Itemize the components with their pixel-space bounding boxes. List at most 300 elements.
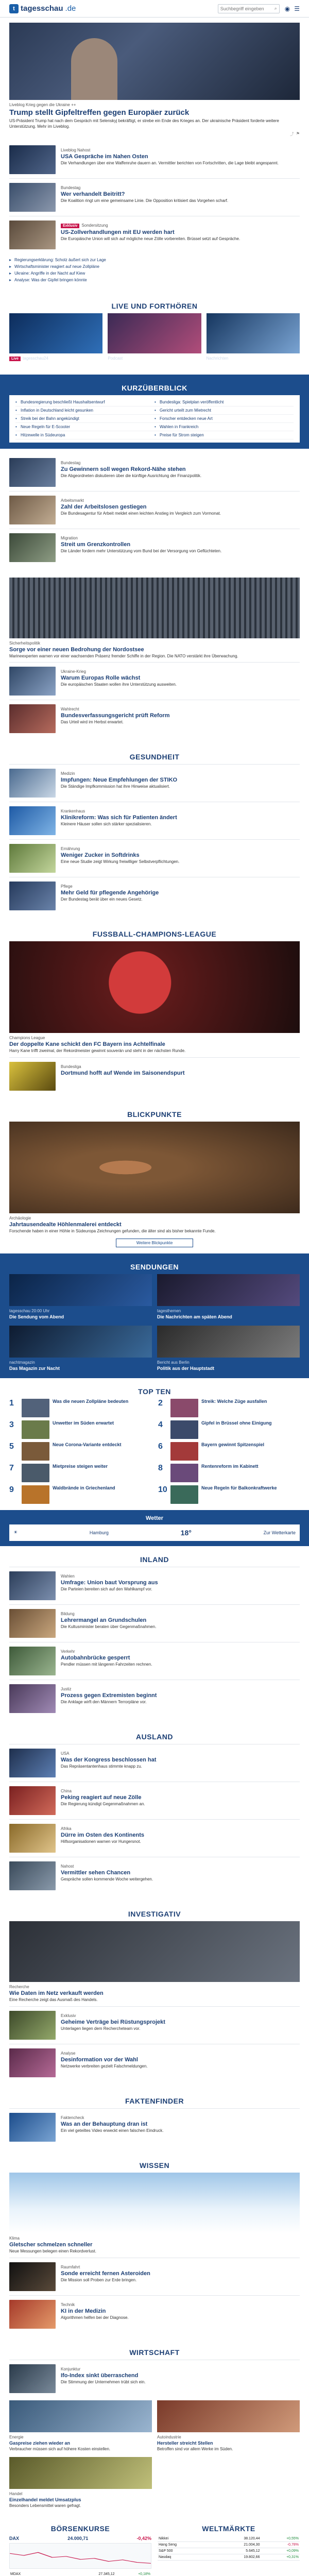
- cl-title[interactable]: Der doppelte Kane schickt den FC Bayern ins Achtelfinale: [9, 1041, 165, 1048]
- teaser-thumb: [9, 1786, 56, 1815]
- hero-image[interactable]: [9, 23, 300, 100]
- blick-heading: BLICKPUNKTE: [127, 1110, 182, 1119]
- teaser-thumb: [9, 183, 56, 212]
- dax-chart: [9, 2543, 151, 2569]
- teaser-text: Die Abgeordneten diskutieren über die künftige Ausrichtung der Finanzpolitik.: [61, 473, 202, 478]
- card-image: [157, 2400, 300, 2432]
- teaser-title[interactable]: Gaspreise ziehen wieder an: [9, 2440, 71, 2446]
- weather-icon: ☀: [13, 1530, 18, 1535]
- stock-row[interactable]: [158, 2536, 300, 2542]
- teaser-title[interactable]: Klinikreform: Was sich für Patienten ändert: [61, 815, 177, 821]
- rank-number: 3: [9, 1420, 14, 1429]
- sendung-card[interactable]: [157, 1326, 300, 1372]
- topten-item[interactable]: [9, 1399, 151, 1417]
- wirtschaft-section: [0, 2339, 309, 2516]
- exclusive-badge: Exklusiv: [61, 224, 79, 228]
- teaser-text: Betroffen sind vor allem Werke im Süden.: [157, 2446, 233, 2451]
- teaser-title[interactable]: Gletscher schmelzen schneller: [9, 2241, 93, 2248]
- topten-item[interactable]: [158, 1464, 300, 1482]
- blick-title[interactable]: Jahrtausendealte Höhlenmalerei entdeckt: [9, 1222, 122, 1228]
- list-item[interactable]: [9, 2258, 300, 2295]
- teaser-title[interactable]: Sonde erreicht fernen Asteroiden: [61, 2270, 150, 2277]
- kurz-item[interactable]: • Hitzewelle in Südeuropa: [15, 431, 154, 439]
- live-image: [9, 313, 102, 353]
- list-item[interactable]: [9, 216, 300, 253]
- teaser-kicker: Justiz: [61, 1686, 72, 1691]
- world-table: [158, 2536, 300, 2561]
- teaser-title[interactable]: Vermittler sehen Chancen: [61, 1869, 131, 1876]
- wirtschaft-grid: [9, 2400, 300, 2510]
- sendungen-heading: SENDUNGEN: [130, 1262, 179, 1271]
- topten-thumb: [22, 1464, 49, 1482]
- teaser-text: Das Urteil wird im Herbst erwartet.: [61, 720, 124, 725]
- boersenkurse-panel: [9, 2520, 151, 2576]
- stock-name: MDAX: [9, 2571, 71, 2576]
- sendung-kicker: nachtmagazin: [9, 1360, 35, 1365]
- teaser-title[interactable]: Desinformation vor der Wahl: [61, 2056, 138, 2063]
- topten-item[interactable]: [158, 1485, 300, 1504]
- card[interactable]: [157, 2400, 300, 2452]
- teaser-kicker: Energie: [9, 2434, 24, 2439]
- teaser-text: Netzwerke verbreiten gezielt Falschmeldungen.: [61, 2063, 148, 2069]
- feature-text: Marineexperten warnen vor einer wachsenden Präsenz fremder Schiffe in der Region. Die NATO verstärkt ihre Überwachung.: [9, 653, 238, 658]
- stock-change: +0,18%: [116, 2571, 151, 2576]
- faktenfinder-heading: FAKTENFINDER: [125, 2096, 184, 2105]
- related-links: [9, 253, 300, 286]
- topten-grid: [9, 1399, 300, 1504]
- sendung-kicker: tagesthemen: [157, 1308, 181, 1313]
- stock-change: +0,31%: [261, 2554, 300, 2561]
- list-item[interactable]: [9, 2360, 300, 2397]
- teaser-title[interactable]: Umfrage: Union baut Vorsprung aus: [61, 1579, 158, 1586]
- list-item[interactable]: [9, 764, 300, 802]
- related-link[interactable]: ▸ Regierungserklärung: Scholz äußert sich zur Lage: [9, 257, 300, 263]
- teaser-thumb: [9, 1062, 56, 1091]
- sendung-title[interactable]: Politik aus der Hauptstadt: [157, 1365, 215, 1371]
- wetter-heading: Wetter: [145, 1515, 164, 1521]
- list-item[interactable]: [9, 178, 300, 216]
- champions-league-section: [0, 921, 309, 1101]
- blick-text: Forschende haben in einer Höhle in Südeuropa Zeichnungen gefunden, die älter sind als bisher bekannte Funde.: [9, 1229, 216, 1234]
- teaser-kicker: Handel: [9, 2492, 23, 2497]
- teaser-title[interactable]: Impfungen: Neue Empfehlungen der STIKO: [61, 777, 178, 784]
- boerse-section: [0, 2515, 309, 2576]
- feed-section: [0, 449, 309, 572]
- hero-title[interactable]: Trump stellt Gipfeltreffen gegen Europäer zurück: [9, 108, 190, 117]
- topten-title: Was die neuen Zollpläne bedeuten: [53, 1398, 129, 1404]
- stock-name: Nikkei: [158, 2536, 212, 2542]
- live-title[interactable]: tagesschau in 100 Sekunden: [206, 361, 270, 367]
- teaser-title[interactable]: US-Zollverhandlungen mit EU werden hart: [61, 229, 175, 235]
- live-image: [207, 313, 300, 353]
- sendung-title[interactable]: Das Magazin zur Nacht: [9, 1365, 60, 1371]
- sendung-card[interactable]: [157, 1274, 300, 1320]
- wirtschaft-heading: WIRTSCHAFT: [129, 2348, 180, 2357]
- wetter-temp: 18°: [180, 1528, 192, 1537]
- topten-item[interactable]: [9, 1442, 151, 1461]
- teaser-title[interactable]: Wie Daten im Netz verkauft werden: [9, 1990, 104, 1996]
- teaser-kicker: Recherche: [9, 1984, 29, 1989]
- sendung-kicker: tagesschau 20:00 Uhr: [9, 1308, 50, 1313]
- teaser-kicker: Technik: [61, 2302, 75, 2307]
- stock-row[interactable]: [158, 2548, 300, 2554]
- stock-change: +0,55%: [261, 2536, 300, 2542]
- teaser-title[interactable]: Hersteller streicht Stellen: [157, 2440, 213, 2446]
- logo[interactable]: [9, 4, 76, 13]
- stock-row[interactable]: [158, 2542, 300, 2548]
- teaser-thumb: [9, 1749, 56, 1777]
- kurz-item[interactable]: • Neue Regeln für E-Scooter: [15, 423, 154, 431]
- feature-title[interactable]: Sorge vor einer neuen Bedrohung der Nordostsee: [9, 646, 144, 653]
- teaser-kicker: Exklusiv: [61, 2013, 76, 2018]
- feature-kicker: Sicherheitspolitik: [9, 640, 41, 646]
- logo-name: tagesschau: [21, 4, 63, 13]
- topten-item[interactable]: [9, 1485, 151, 1504]
- boerse-heading: BÖRSENKURSE: [50, 2524, 110, 2533]
- live-kicker: Nachrichten: [206, 355, 229, 361]
- rank-number: 4: [158, 1420, 163, 1429]
- related-link[interactable]: ▸ Wirtschaftsminister reagiert auf neue Zollpläne: [9, 263, 300, 270]
- teaser-kicker: Liveblog Nahost: [61, 147, 91, 152]
- list-item[interactable]: [9, 1680, 300, 1717]
- topten-thumb: [170, 1399, 198, 1417]
- topten-thumb: [22, 1442, 49, 1461]
- teaser-title[interactable]: USA Gespräche im Nahen Osten: [61, 153, 148, 160]
- teaser-title[interactable]: Streit um Grenzkontrollen: [61, 541, 131, 548]
- kurz-item[interactable]: • Bundesregierung beschließt Haushaltsentwurf: [15, 398, 154, 406]
- inland-section: [0, 1546, 309, 1723]
- teaser-thumb: [9, 1684, 56, 1713]
- top-teasers: [9, 141, 300, 253]
- topten-title: Bayern gewinnt Spitzenspiel: [201, 1442, 265, 1447]
- teaser-thumb: [9, 667, 56, 696]
- teaser-text: Besonders Lebensmittel waren gefragt.: [9, 2503, 81, 2509]
- topten-title: Streik: Welche Züge ausfallen: [201, 1398, 267, 1404]
- teaser-text: Gespräche sollen kommende Woche weitergehen.: [61, 1876, 153, 1882]
- teaser-thumb: [9, 704, 56, 733]
- teaser-text: Die Europäische Union will sich auf mögliche neue Zölle vorbereiten. Brüssel setzt auf Gespräche.: [61, 236, 241, 241]
- teaser-text: Algorithmen helfen bei der Diagnose.: [61, 2315, 129, 2320]
- live-kicker: Podcast: [108, 355, 123, 361]
- dax-value: 24.000,71: [67, 2536, 89, 2541]
- stock-grid: [9, 2520, 300, 2576]
- list-item[interactable]: [9, 1819, 300, 1857]
- more-blickpunkte-button[interactable]: Weitere Blickpunkte: [116, 1239, 193, 1247]
- share-icon[interactable]: ⤴: [289, 131, 294, 137]
- search-input[interactable]: [218, 4, 280, 13]
- teaser-kicker: Verkehr: [61, 1649, 75, 1654]
- teaser-text: Die Verhandlungen über eine Waffenruhe dauern an. Vermittler berichten von Fortschritten, die Lage bleibt angespannt.: [61, 160, 279, 165]
- teaser-thumb: [9, 882, 56, 910]
- topten-item[interactable]: [9, 1420, 151, 1439]
- live-title[interactable]: Die Nachrichten des Tages: [108, 361, 167, 367]
- teaser-title[interactable]: Warum Europas Rolle wächst: [61, 675, 141, 682]
- teaser-thumb: [9, 1571, 56, 1600]
- kurz-list: [9, 395, 300, 443]
- teaser-kicker: Klima: [9, 2235, 20, 2241]
- teaser-text: Die europäischen Staaten wollen ihre Unterstützung ausweiten.: [61, 682, 177, 687]
- teaser-title[interactable]: Ifo-Index sinkt überraschend: [61, 2372, 139, 2379]
- teaser-thumb: [9, 844, 56, 873]
- kurz-item[interactable]: • Gericht urteilt zum Mietrecht: [154, 406, 294, 415]
- sendung-image: [9, 1326, 152, 1358]
- teaser-title[interactable]: Autobahnbrücke gesperrt: [61, 1654, 130, 1661]
- topten-title: Neue Regeln für Balkonkraftwerke: [201, 1485, 277, 1490]
- card[interactable]: [9, 2400, 152, 2452]
- teaser-kicker: Nahost: [61, 1863, 74, 1869]
- topten-title: Waldbrände in Griechenland: [53, 1485, 115, 1490]
- topten-thumb: [170, 1420, 198, 1439]
- teaser-thumb: [9, 2364, 56, 2393]
- live-row: [9, 313, 300, 368]
- stock-value: 5.645,12: [212, 2548, 261, 2554]
- teaser-thumb: [9, 2300, 56, 2329]
- live-badge: Live: [9, 357, 21, 361]
- topten-item[interactable]: [158, 1399, 300, 1417]
- investigativ-image[interactable]: [9, 1921, 300, 1982]
- top-section: [0, 18, 309, 293]
- logo-mark: t: [9, 4, 19, 13]
- teaser-text: Hilfsorganisationen warnen vor Hungersnot.: [61, 1839, 141, 1844]
- kurz-item[interactable]: • Bundesliga: Spielplan veröffentlicht: [154, 398, 294, 406]
- kurz-item[interactable]: • Preise für Strom steigen: [154, 431, 294, 439]
- sendung-image: [9, 1274, 152, 1306]
- teaser-title[interactable]: Mehr Geld für pflegende Angehörige: [61, 890, 159, 896]
- wissen-image[interactable]: [9, 2173, 300, 2233]
- topten-item[interactable]: [9, 1464, 151, 1482]
- logo-sub: .de: [65, 4, 76, 13]
- sendung-card[interactable]: [9, 1326, 152, 1372]
- list-item[interactable]: [9, 662, 300, 700]
- teaser-title[interactable]: Prozess gegen Extremisten beginnt: [61, 1692, 157, 1699]
- list-item[interactable]: [9, 2108, 300, 2146]
- list-item[interactable]: [9, 2295, 300, 2333]
- list-item[interactable]: [9, 454, 300, 491]
- rank-number: 8: [158, 1463, 163, 1472]
- topten-thumb: [22, 1485, 49, 1504]
- teaser-text: Neue Messungen belegen einen Rekordverlust.: [9, 2248, 96, 2253]
- related-link[interactable]: ▸ Analyse: Was der Gipfel bringen könnte: [9, 277, 300, 283]
- teaser-text: Die Anklage wirft den Männern Terrorpläne vor.: [61, 1699, 147, 1704]
- teaser-text: Kleinere Häuser sollen sich stärker spezialisieren.: [61, 822, 152, 827]
- list-item[interactable]: [9, 1782, 300, 1819]
- stock-table: [9, 2571, 151, 2576]
- teaser-thumb: [9, 806, 56, 835]
- teaser-thumb: [9, 1609, 56, 1638]
- teaser-kicker: China: [61, 1788, 72, 1793]
- kurz-item[interactable]: • Wahlen in Frankreich: [154, 423, 294, 431]
- live-section: [0, 293, 309, 375]
- list-item[interactable]: [9, 1642, 300, 1680]
- teaser-text: Die Länder fordern mehr Unterstützung vom Bund bei der Versorgung von Geflüchteten.: [61, 548, 222, 553]
- card-image: [9, 2457, 152, 2489]
- teaser-thumb: [9, 2048, 56, 2077]
- live-title[interactable]: Das Programm am Morgen: [9, 362, 68, 367]
- teaser-kicker: Faktencheck: [61, 2115, 84, 2120]
- gesundheit-heading: GESUNDHEIT: [129, 753, 180, 761]
- topten-thumb: [170, 1442, 198, 1461]
- hero-kicker: Liveblog Krieg gegen die Ukraine ++: [9, 103, 76, 107]
- teaser-title[interactable]: Lehrermangel an Grundschulen: [61, 1617, 147, 1623]
- teaser-text: Die Mission soll Proben zur Erde bringen.: [61, 2277, 137, 2282]
- list-item[interactable]: [9, 839, 300, 877]
- card[interactable]: [9, 2457, 152, 2509]
- teaser-kicker: Ukraine-Krieg: [61, 669, 86, 674]
- teaser-thumb: [9, 769, 56, 798]
- topten-title: Gipfel in Brüssel ohne Einigung: [201, 1420, 272, 1426]
- sendungen-grid: [9, 1274, 300, 1372]
- list-item[interactable]: [9, 491, 300, 529]
- live-card[interactable]: [207, 313, 300, 368]
- teaser-title[interactable]: Wer verhandelt Beitritt?: [61, 191, 125, 197]
- teaser-thumb: [9, 1824, 56, 1853]
- investigativ-heading: INVESTIGATIV: [128, 1909, 181, 1918]
- kurz-item[interactable]: • Inflation in Deutschland leicht gesunken: [15, 406, 154, 415]
- teaser-title[interactable]: Zu Gewinnern soll wegen Rekord-Nähe stehen: [61, 466, 186, 472]
- stock-row[interactable]: [9, 2571, 151, 2576]
- feature-image[interactable]: [9, 578, 300, 638]
- teaser-text: Die Kultusminister beraten über Gegenmaßnahmen.: [61, 1624, 157, 1629]
- kurz-heading: KURZÜBERBLICK: [122, 383, 187, 392]
- stock-value: 38.120,44: [212, 2536, 261, 2542]
- live-card[interactable]: [9, 313, 102, 368]
- teaser-title[interactable]: Was an der Behauptung dran ist: [61, 2121, 148, 2127]
- stock-name: S&P 500: [158, 2548, 212, 2554]
- teaser-text: Der Bundestag berät über ein neues Gesetz.: [61, 897, 143, 902]
- teaser-title[interactable]: KI in der Medizin: [61, 2308, 106, 2314]
- sendung-title[interactable]: Die Sendung vom Abend: [9, 1314, 64, 1319]
- topten-heading: TOP TEN: [138, 1387, 171, 1396]
- wissen-section: [0, 2152, 309, 2339]
- stock-name: Nasdaq: [158, 2554, 212, 2561]
- bookmark-icon[interactable]: ⚑: [296, 131, 300, 136]
- teaser-kicker: Wahlen: [61, 1573, 75, 1579]
- topten-title: Mietpreise steigen weiter: [53, 1463, 108, 1469]
- topten-title: Rentenreform im Kabinett: [201, 1463, 259, 1469]
- teaser-kicker: Krankenhaus: [61, 809, 85, 814]
- list-item[interactable]: [9, 802, 300, 839]
- stock-value: 19.802,66: [212, 2554, 261, 2561]
- sendung-image: [157, 1274, 300, 1306]
- list-item[interactable]: [9, 2044, 300, 2081]
- list-item[interactable]: [9, 1567, 300, 1604]
- stock-value: 21.004,30: [212, 2542, 261, 2548]
- topten-item[interactable]: [158, 1442, 300, 1461]
- wetter-box[interactable]: [9, 1524, 300, 1541]
- teaser-kicker: Bundestag: [61, 460, 81, 465]
- list-item[interactable]: [9, 2006, 300, 2044]
- teaser-title[interactable]: Dortmund hofft auf Wende im Saisonendspurt: [61, 1070, 185, 1077]
- sendung-kicker: Bericht aus Berlin: [157, 1360, 190, 1365]
- cl-text: Harry Kane trifft zweimal, der Rekordmeister gewinnt souverän und steht in der nächsten Runde.: [9, 1048, 186, 1054]
- ausland-section: [0, 1723, 309, 1901]
- dax-change: -0,42%: [136, 2536, 151, 2541]
- rank-number: 1: [9, 1398, 14, 1408]
- list-item[interactable]: [9, 1057, 300, 1095]
- blick-image[interactable]: [9, 1122, 300, 1213]
- teaser-title[interactable]: Was der Kongress beschlossen hat: [61, 1756, 157, 1763]
- teaser-text: Die Ständige Impfkommission hat ihre Hinweise aktualisiert.: [61, 784, 170, 789]
- wetter-section: [0, 1510, 309, 1546]
- live-card[interactable]: [108, 313, 201, 368]
- topten-section: [0, 1378, 309, 1510]
- topten-thumb: [170, 1464, 198, 1482]
- topten-item[interactable]: [158, 1420, 300, 1439]
- rank-number: 7: [9, 1463, 14, 1472]
- topten-thumb: [170, 1485, 198, 1504]
- menu-icon[interactable]: ☰: [294, 5, 300, 12]
- teaser-kicker: Analyse: [61, 2050, 76, 2056]
- rank-number: 9: [9, 1485, 14, 1494]
- teaser-text: Verbraucher müssen sich auf höhere Kosten einstellen.: [9, 2446, 111, 2451]
- blick-kicker: Archäologie: [9, 1216, 31, 1221]
- card-image: [9, 2400, 152, 2432]
- teaser-thumb: [9, 533, 56, 562]
- teaser-thumb: [9, 145, 56, 174]
- teaser-thumb: [9, 496, 56, 524]
- list-item[interactable]: [9, 700, 300, 737]
- stock-value: 27.345,12: [71, 2571, 115, 2576]
- teaser-kicker: Wahlrecht: [61, 707, 79, 712]
- teaser-kicker: USA: [61, 1751, 70, 1756]
- dax-summary[interactable]: [9, 2536, 151, 2541]
- teaser-title[interactable]: Weniger Zucker in Softdrinks: [61, 852, 140, 859]
- list-item[interactable]: [9, 141, 300, 178]
- live-image: [108, 313, 201, 353]
- wetter-link[interactable]: Zur Wetterkarte: [263, 1530, 296, 1535]
- rank-number: 2: [158, 1398, 163, 1408]
- cl-image[interactable]: [9, 941, 300, 1033]
- sendung-title[interactable]: Die Nachrichten am späten Abend: [157, 1314, 232, 1319]
- search-placeholder: Suchbegriff eingeben: [220, 6, 264, 11]
- faktenfinder-section: [0, 2088, 309, 2152]
- cl-heading: FUSSBALL-CHAMPIONS-LEAGUE: [92, 930, 217, 939]
- teaser-kicker: Bundestag: [61, 185, 81, 190]
- ausland-heading: AUSLAND: [136, 1732, 173, 1741]
- teaser-text: Die Parteien bereiten sich auf den Wahlkampf vor.: [61, 1586, 152, 1591]
- stock-name: Hang Seng: [158, 2542, 212, 2548]
- list-item[interactable]: [9, 1604, 300, 1642]
- teaser-text: Ein viel geteiltes Video erweckt einen falschen Eindruck.: [61, 2128, 164, 2133]
- teaser-thumb: [9, 458, 56, 487]
- kurz-item[interactable]: • Streik bei der Bahn angekündigt: [15, 415, 154, 423]
- kurz-section: [0, 375, 309, 449]
- sendung-card[interactable]: [9, 1274, 152, 1320]
- related-link[interactable]: ▸ Ukraine: Angriffe in der Nacht auf Kiew: [9, 270, 300, 277]
- teaser-thumb: [9, 2011, 56, 2040]
- teaser-kicker: Afrika: [61, 1826, 72, 1831]
- teaser-title[interactable]: Bundesverfassungsgericht prüft Reform: [61, 713, 170, 719]
- search-icon[interactable]: ⌕: [274, 6, 277, 11]
- stock-row[interactable]: [158, 2554, 300, 2561]
- teaser-title[interactable]: Dürre im Osten des Kontinents: [61, 1832, 144, 1838]
- kurz-item[interactable]: • Forscher entdecken neue Art: [154, 415, 294, 423]
- teaser-title[interactable]: Zahl der Arbeitslosen gestiegen: [61, 503, 147, 510]
- teaser-text: Pendler müssen mit längeren Fahrzeiten rechnen.: [61, 1662, 152, 1667]
- list-item[interactable]: [9, 877, 300, 914]
- list-item[interactable]: [9, 1857, 300, 1894]
- site-header: [0, 0, 309, 18]
- teaser-title[interactable]: Einzelhandel meldet Umsatzplus: [9, 2497, 81, 2503]
- list-item[interactable]: [9, 529, 300, 566]
- topten-title: Neue Corona-Variante entdeckt: [53, 1442, 122, 1447]
- teaser-title[interactable]: Peking reagiert auf neue Zölle: [61, 1794, 142, 1801]
- user-icon[interactable]: ◉: [284, 5, 290, 12]
- teaser-title[interactable]: Geheime Verträge bei Rüstungsprojekt: [61, 2019, 165, 2025]
- topten-thumb: [22, 1399, 49, 1417]
- weltmaerkte-heading: WELTMÄRKTE: [202, 2524, 255, 2533]
- list-item[interactable]: [9, 1744, 300, 1782]
